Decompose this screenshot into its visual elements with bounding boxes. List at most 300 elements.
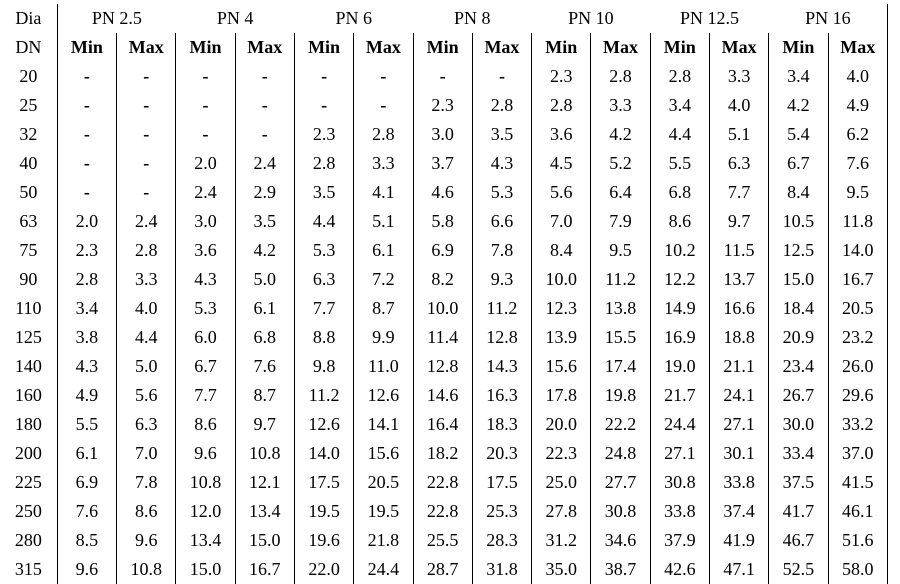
min-value-cell: 26.7	[769, 381, 828, 410]
max-value-cell: 19.5	[354, 497, 413, 526]
table-row	[0, 468, 888, 497]
max-value-cell: 37.0	[828, 439, 887, 468]
min-value-cell: 3.8	[75, 327, 99, 347]
dn-cell: 315	[0, 555, 57, 584]
max-value-cell: 37.4	[709, 497, 768, 526]
min-value-cell: 18.4	[769, 294, 828, 323]
min-value-cell: 37.5	[769, 468, 828, 497]
max-value-cell: 11.0	[354, 352, 413, 381]
max-value-cell: 5.3	[472, 178, 531, 207]
pn-group-header: PN 4	[216, 8, 254, 28]
max-value-cell: 11.8	[828, 207, 887, 236]
min-value-cell: 5.8	[413, 207, 472, 236]
min-value-cell: 2.0	[75, 211, 99, 231]
min-value-cell: 27.1	[650, 439, 709, 468]
min-header: Min	[294, 33, 353, 62]
min-value-cell: 10.8	[176, 468, 235, 497]
max-value-cell: 15.5	[591, 323, 650, 352]
max-value-cell: -	[117, 149, 176, 178]
max-value-cell: 3.3	[709, 62, 768, 91]
dn-cell: 280	[0, 526, 57, 555]
max-value-cell: 6.4	[591, 178, 650, 207]
max-value-cell: 16.3	[472, 381, 531, 410]
table-row	[0, 410, 888, 439]
min-value-cell: 5.4	[769, 120, 828, 149]
dn-cell: 63	[0, 207, 57, 236]
max-value-cell: -	[117, 91, 176, 120]
header-row-pn	[0, 4, 888, 33]
min-value-cell: 17.8	[532, 381, 591, 410]
min-value-cell: 41.7	[769, 497, 828, 526]
max-value-cell: 10.8	[117, 555, 176, 584]
max-header: Max	[591, 33, 650, 62]
dn-cell: 125	[0, 323, 57, 352]
min-value-cell: 18.2	[413, 439, 472, 468]
min-value-cell: -	[83, 95, 90, 115]
dia-header: Dia	[0, 4, 57, 33]
max-header: Max	[709, 33, 768, 62]
min-value-cell: 4.3	[176, 265, 235, 294]
dn-cell: 40	[0, 149, 57, 178]
table-row	[0, 497, 888, 526]
max-value-cell: 19.8	[591, 381, 650, 410]
min-value-cell: 12.0	[176, 497, 235, 526]
max-value-cell: 2.8	[117, 236, 176, 265]
min-value-cell: -	[83, 124, 90, 144]
min-value-cell: -	[176, 62, 235, 91]
min-value-cell: 3.6	[532, 120, 591, 149]
min-value-cell: 25.0	[532, 468, 591, 497]
min-value-cell: 9.8	[294, 352, 353, 381]
min-header: Min	[413, 33, 472, 62]
max-value-cell: 13.4	[235, 497, 294, 526]
min-value-cell: 6.1	[75, 443, 99, 463]
table-row	[0, 236, 888, 265]
max-value-cell: 11.2	[591, 265, 650, 294]
max-value-cell: 3.5	[235, 207, 294, 236]
max-value-cell: -	[235, 62, 294, 91]
max-value-cell: 33.8	[709, 468, 768, 497]
max-value-cell: 5.1	[354, 207, 413, 236]
min-value-cell: 5.3	[294, 236, 353, 265]
max-value-cell: 24.4	[354, 555, 413, 584]
max-value-cell: 27.7	[591, 468, 650, 497]
max-value-cell: 21.8	[354, 526, 413, 555]
max-value-cell: 2.9	[235, 178, 294, 207]
min-value-cell: 12.2	[650, 265, 709, 294]
min-value-cell: 22.8	[413, 468, 472, 497]
max-value-cell: 4.4	[117, 323, 176, 352]
max-value-cell: 47.1	[709, 555, 768, 584]
dn-cell: 200	[0, 439, 57, 468]
max-value-cell: 9.7	[235, 410, 294, 439]
pn-group-header: PN 10	[568, 8, 614, 28]
max-value-cell: -	[117, 62, 176, 91]
min-value-cell: 17.5	[294, 468, 353, 497]
min-value-cell: 14.9	[650, 294, 709, 323]
table-row	[0, 323, 888, 352]
min-value-cell: 52.5	[769, 555, 828, 584]
max-value-cell: 13.8	[591, 294, 650, 323]
max-value-cell: -	[354, 91, 413, 120]
min-value-cell: 30.0	[769, 410, 828, 439]
max-value-cell: 4.0	[828, 62, 887, 91]
max-value-cell: 4.0	[117, 294, 176, 323]
min-value-cell: 2.8	[75, 269, 99, 289]
min-value-cell: 31.2	[532, 526, 591, 555]
min-value-cell: 46.7	[769, 526, 828, 555]
min-value-cell: 42.6	[650, 555, 709, 584]
max-header: Max	[828, 33, 887, 62]
min-value-cell: 10.0	[532, 265, 591, 294]
min-value-cell: 8.2	[413, 265, 472, 294]
max-value-cell: 13.7	[709, 265, 768, 294]
min-value-cell: -	[294, 62, 353, 91]
max-value-cell: 20.5	[354, 468, 413, 497]
max-value-cell: -	[235, 120, 294, 149]
table-row	[0, 555, 888, 584]
max-value-cell: -	[354, 62, 413, 91]
min-value-cell: 11.2	[294, 381, 353, 410]
min-value-cell: 8.4	[769, 178, 828, 207]
min-value-cell: 4.4	[650, 120, 709, 149]
max-value-cell: 4.2	[235, 236, 294, 265]
dn-cell: 110	[0, 294, 57, 323]
max-value-cell: -	[117, 178, 176, 207]
min-header: Min	[70, 37, 103, 57]
max-value-cell: 33.2	[828, 410, 887, 439]
min-value-cell: 8.6	[650, 207, 709, 236]
max-value-cell: 5.0	[235, 265, 294, 294]
max-value-cell: 25.3	[472, 497, 531, 526]
max-value-cell: 3.3	[117, 265, 176, 294]
max-value-cell: 11.2	[472, 294, 531, 323]
min-value-cell: 4.3	[75, 356, 99, 376]
max-value-cell: 30.1	[709, 439, 768, 468]
min-value-cell: 2.0	[176, 149, 235, 178]
max-value-cell: 15.6	[354, 439, 413, 468]
max-value-cell: 31.8	[472, 555, 531, 584]
max-value-cell: 29.6	[828, 381, 887, 410]
table-row	[0, 294, 888, 323]
min-value-cell: 2.4	[176, 178, 235, 207]
min-value-cell: 3.4	[769, 62, 828, 91]
max-header: Max	[354, 33, 413, 62]
max-value-cell: 6.6	[472, 207, 531, 236]
dn-cell: 20	[0, 62, 57, 91]
min-value-cell: 12.3	[532, 294, 591, 323]
min-header: Min	[769, 33, 828, 62]
header-row-minmax	[0, 33, 888, 62]
max-value-cell: 5.6	[117, 381, 176, 410]
max-value-cell: 2.4	[117, 207, 176, 236]
max-value-cell: 28.3	[472, 526, 531, 555]
max-value-cell: 51.6	[828, 526, 887, 555]
min-value-cell: 5.3	[176, 294, 235, 323]
min-value-cell: 15.0	[769, 265, 828, 294]
min-value-cell: 2.8	[294, 149, 353, 178]
min-value-cell: 9.6	[75, 559, 99, 579]
dn-cell: 32	[0, 120, 57, 149]
max-value-cell: 27.1	[709, 410, 768, 439]
max-value-cell: 14.1	[354, 410, 413, 439]
min-value-cell: 20.0	[532, 410, 591, 439]
table-row	[0, 120, 888, 149]
min-value-cell: -	[83, 153, 90, 173]
max-value-cell: 7.6	[235, 352, 294, 381]
min-value-cell: 37.9	[650, 526, 709, 555]
max-value-cell: 10.8	[235, 439, 294, 468]
max-value-cell: 3.5	[472, 120, 531, 149]
max-value-cell: 12.8	[472, 323, 531, 352]
min-value-cell: 3.5	[294, 178, 353, 207]
min-value-cell: 10.0	[413, 294, 472, 323]
min-value-cell: 10.2	[650, 236, 709, 265]
dn-cell: 225	[0, 468, 57, 497]
min-value-cell: 13.9	[532, 323, 591, 352]
max-header: Max	[472, 33, 531, 62]
min-value-cell: 27.8	[532, 497, 591, 526]
max-value-cell: 26.0	[828, 352, 887, 381]
min-value-cell: 2.3	[532, 62, 591, 91]
min-value-cell: 4.9	[75, 385, 99, 405]
min-value-cell: 2.8	[532, 91, 591, 120]
max-value-cell: 2.8	[354, 120, 413, 149]
max-value-cell: 4.9	[828, 91, 887, 120]
min-value-cell: -	[83, 66, 90, 86]
max-value-cell: 8.6	[117, 497, 176, 526]
dn-cell: 250	[0, 497, 57, 526]
min-value-cell: 20.9	[769, 323, 828, 352]
max-value-cell: 6.8	[235, 323, 294, 352]
max-value-cell: 16.7	[235, 555, 294, 584]
min-value-cell: -	[83, 182, 90, 202]
min-value-cell: 22.3	[532, 439, 591, 468]
max-value-cell: 16.6	[709, 294, 768, 323]
min-value-cell: 7.0	[532, 207, 591, 236]
dn-header: DN	[0, 33, 57, 62]
dn-cell: 50	[0, 178, 57, 207]
table-body	[0, 62, 888, 584]
max-value-cell: 30.8	[591, 497, 650, 526]
max-value-cell: 22.2	[591, 410, 650, 439]
min-value-cell: 6.7	[176, 352, 235, 381]
min-value-cell: 30.8	[650, 468, 709, 497]
max-value-cell: 17.5	[472, 468, 531, 497]
min-value-cell: 6.7	[769, 149, 828, 178]
min-value-cell: 15.0	[176, 555, 235, 584]
max-value-cell: 6.1	[354, 236, 413, 265]
table-row	[0, 265, 888, 294]
pn-group-header: PN 12.5	[679, 8, 739, 28]
min-value-cell: 8.6	[176, 410, 235, 439]
min-header: Min	[176, 33, 235, 62]
min-header: Min	[650, 33, 709, 62]
max-value-cell: 58.0	[828, 555, 887, 584]
max-header: Max	[235, 33, 294, 62]
min-value-cell: 35.0	[532, 555, 591, 584]
min-value-cell: 2.3	[413, 91, 472, 120]
min-value-cell: 4.4	[294, 207, 353, 236]
max-value-cell: 9.3	[472, 265, 531, 294]
min-value-cell: 4.6	[413, 178, 472, 207]
min-value-cell: 14.0	[294, 439, 353, 468]
max-value-cell: 9.6	[117, 526, 176, 555]
min-value-cell: 12.8	[413, 352, 472, 381]
min-value-cell: 25.5	[413, 526, 472, 555]
min-value-cell: -	[294, 91, 353, 120]
min-value-cell: -	[176, 120, 235, 149]
max-value-cell: 2.4	[235, 149, 294, 178]
min-value-cell: 16.4	[413, 410, 472, 439]
max-value-cell: -	[472, 62, 531, 91]
table-row	[0, 178, 888, 207]
table-row	[0, 62, 888, 91]
max-value-cell: 2.8	[591, 62, 650, 91]
max-value-cell: 17.4	[591, 352, 650, 381]
max-value-cell: 14.0	[828, 236, 887, 265]
min-value-cell: 3.4	[650, 91, 709, 120]
min-value-cell: 22.0	[294, 555, 353, 584]
min-header: Min	[532, 33, 591, 62]
pn-group-header: PN 8	[454, 8, 491, 28]
max-value-cell: 18.8	[709, 323, 768, 352]
dn-cell: 25	[0, 91, 57, 120]
min-value-cell: 21.7	[650, 381, 709, 410]
min-value-cell: 4.5	[532, 149, 591, 178]
max-value-cell: 4.3	[472, 149, 531, 178]
max-value-cell: 23.2	[828, 323, 887, 352]
min-value-cell: 12.5	[769, 236, 828, 265]
min-value-cell: 8.5	[75, 530, 99, 550]
min-value-cell: 6.3	[294, 265, 353, 294]
min-value-cell: 9.6	[176, 439, 235, 468]
max-value-cell: 4.2	[591, 120, 650, 149]
max-value-cell: 14.3	[472, 352, 531, 381]
min-value-cell: 5.5	[75, 414, 99, 434]
min-value-cell: 19.0	[650, 352, 709, 381]
max-value-cell: 9.9	[354, 323, 413, 352]
max-value-cell: 11.5	[709, 236, 768, 265]
min-value-cell: 14.6	[413, 381, 472, 410]
min-value-cell: 16.9	[650, 323, 709, 352]
min-value-cell: 3.0	[176, 207, 235, 236]
pn-group-header: PN 6	[335, 8, 372, 28]
min-value-cell: 13.4	[176, 526, 235, 555]
max-value-cell: 24.1	[709, 381, 768, 410]
table-row	[0, 91, 888, 120]
min-value-cell: 24.4	[650, 410, 709, 439]
min-value-cell: 8.4	[532, 236, 591, 265]
min-value-cell: 19.5	[294, 497, 353, 526]
min-value-cell: 5.6	[532, 178, 591, 207]
max-value-cell: 21.1	[709, 352, 768, 381]
min-value-cell: -	[176, 91, 235, 120]
max-value-cell: 8.7	[235, 381, 294, 410]
min-value-cell: 15.6	[532, 352, 591, 381]
min-value-cell: 33.4	[769, 439, 828, 468]
min-value-cell: 5.5	[650, 149, 709, 178]
max-value-cell: 7.9	[591, 207, 650, 236]
min-value-cell: -	[413, 62, 472, 91]
max-value-cell: 16.7	[828, 265, 887, 294]
min-value-cell: 3.0	[413, 120, 472, 149]
min-value-cell: 12.6	[294, 410, 353, 439]
dn-cell: 75	[0, 236, 57, 265]
min-value-cell: 3.6	[176, 236, 235, 265]
max-value-cell: 6.3	[709, 149, 768, 178]
min-value-cell: 7.7	[176, 381, 235, 410]
max-value-cell: 12.1	[235, 468, 294, 497]
max-value-cell: 7.8	[117, 468, 176, 497]
table-row	[0, 439, 888, 468]
min-value-cell: 19.6	[294, 526, 353, 555]
dn-cell: 180	[0, 410, 57, 439]
min-value-cell: 6.9	[413, 236, 472, 265]
max-value-cell: 20.3	[472, 439, 531, 468]
max-value-cell: 6.2	[828, 120, 887, 149]
max-value-cell: 5.0	[117, 352, 176, 381]
max-value-cell: 18.3	[472, 410, 531, 439]
min-value-cell: 6.8	[650, 178, 709, 207]
dn-cell: 90	[0, 265, 57, 294]
max-value-cell: 4.0	[709, 91, 768, 120]
max-value-cell: 24.8	[591, 439, 650, 468]
max-value-cell: 46.1	[828, 497, 887, 526]
min-value-cell: 6.9	[75, 472, 99, 492]
max-header: Max	[117, 33, 176, 62]
max-value-cell: 38.7	[591, 555, 650, 584]
max-value-cell: 7.7	[709, 178, 768, 207]
max-value-cell: 15.0	[235, 526, 294, 555]
table-row	[0, 381, 888, 410]
max-value-cell: 41.9	[709, 526, 768, 555]
max-value-cell: 6.3	[117, 410, 176, 439]
min-value-cell: 8.8	[294, 323, 353, 352]
pipe-wall-thickness-table	[0, 4, 888, 584]
max-value-cell: 20.5	[828, 294, 887, 323]
dn-cell: 160	[0, 381, 57, 410]
max-value-cell: 3.3	[591, 91, 650, 120]
max-value-cell: 2.8	[472, 91, 531, 120]
min-value-cell: 11.4	[413, 323, 472, 352]
min-value-cell: 33.8	[650, 497, 709, 526]
pn-group-header: PN 2.5	[91, 8, 142, 28]
max-value-cell: 7.2	[354, 265, 413, 294]
max-value-cell: 9.5	[591, 236, 650, 265]
min-value-cell: 3.7	[413, 149, 472, 178]
max-value-cell: 9.5	[828, 178, 887, 207]
max-value-cell: 7.6	[828, 149, 887, 178]
min-value-cell: 4.2	[769, 91, 828, 120]
min-value-cell: 23.4	[769, 352, 828, 381]
max-value-cell: 12.6	[354, 381, 413, 410]
table-row	[0, 526, 888, 555]
max-value-cell: -	[235, 91, 294, 120]
min-value-cell: 2.3	[294, 120, 353, 149]
max-value-cell: 3.3	[354, 149, 413, 178]
max-value-cell: 8.7	[354, 294, 413, 323]
max-value-cell: 5.2	[591, 149, 650, 178]
min-value-cell: 28.7	[413, 555, 472, 584]
dn-cell: 140	[0, 352, 57, 381]
min-value-cell: 2.8	[650, 62, 709, 91]
pn-group-header: PN 16	[769, 4, 888, 33]
min-value-cell: 7.7	[294, 294, 353, 323]
min-value-cell: 7.6	[75, 501, 99, 521]
table-row	[0, 207, 888, 236]
min-value-cell: 3.4	[75, 298, 99, 318]
